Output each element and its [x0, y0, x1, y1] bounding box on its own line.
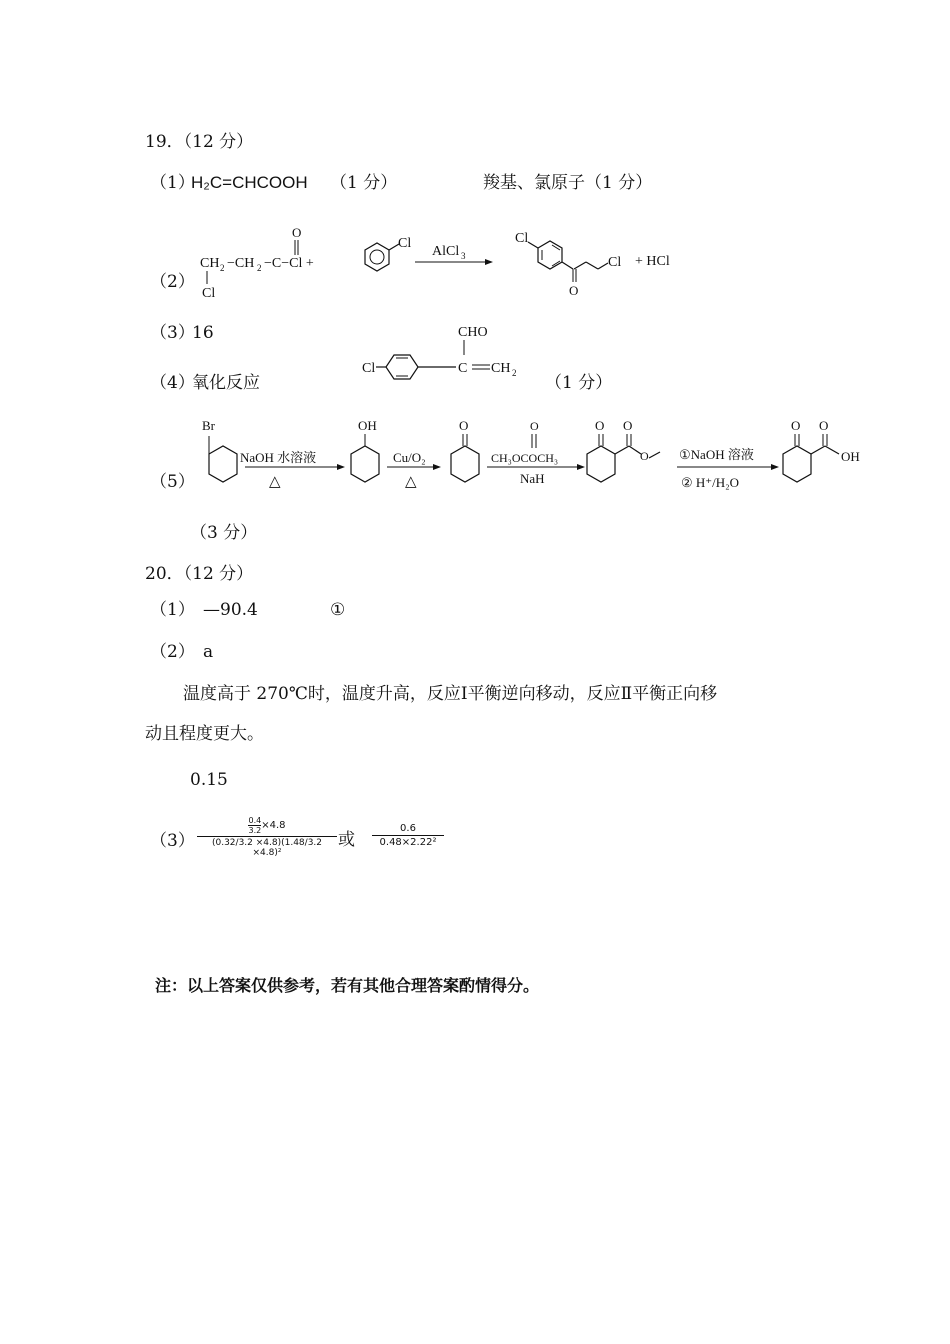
kp-expression-2	[372, 823, 444, 848]
answer-note: 注：以上答案仅供参考，若有其他合理答案酌情得分。	[155, 976, 540, 995]
q19-p4-answer: 氧化反应	[192, 373, 260, 393]
svg-text:2: 2	[257, 263, 262, 273]
q19-p1-label: （1）	[150, 173, 195, 193]
expr1-den: (0.32/3.2 ×4.8)(1.48/3.2 ×4.8)²	[211, 838, 323, 858]
svg-text:Cl: Cl	[362, 361, 376, 376]
svg-text:OH: OH	[358, 418, 377, 433]
svg-text:C: C	[458, 361, 468, 376]
svg-text:−CH: −CH	[227, 256, 255, 271]
svg-text:O: O	[459, 418, 469, 433]
svg-text:CHO: CHO	[458, 325, 488, 340]
q20-p2-answer: a	[203, 642, 214, 662]
svg-text:O: O	[595, 418, 605, 433]
q20-header: 20．（12 分）	[145, 564, 254, 584]
svg-text:AlCl: AlCl	[432, 244, 460, 259]
step2-cond: △	[405, 474, 417, 490]
step1-reagent: NaOH 水溶液	[240, 450, 317, 465]
q19-p5-score: （3 分）	[190, 523, 258, 543]
step2-reagent: Cu/O₂	[393, 450, 426, 465]
q20-p3-label: （3）	[150, 831, 195, 851]
q20-p2-value: 0.15	[190, 770, 228, 790]
svg-text:−C−Cl +: −C−Cl +	[264, 256, 314, 271]
q19-p4-score: （1 分）	[545, 373, 613, 393]
svg-text:CH: CH	[200, 256, 220, 271]
svg-text:O: O	[530, 419, 539, 433]
svg-text:+ HCl: + HCl	[635, 254, 670, 269]
expr1-num-tail: ×4.8	[261, 820, 286, 831]
expr1-num-frac-num: 0.4	[248, 816, 262, 825]
expr1-num-frac-den: 3.2	[248, 826, 262, 835]
svg-text:O: O	[569, 283, 579, 298]
svg-text:Cl: Cl	[608, 255, 622, 270]
expr2-num: 0.6	[372, 823, 444, 836]
q19-p1-formula: H₂C=CHCOOH	[191, 173, 308, 192]
structure-4-diagram	[360, 320, 540, 382]
svg-text:CH: CH	[491, 361, 511, 376]
q19-p4-label: （4）	[150, 373, 195, 393]
svg-text:O: O	[623, 418, 633, 433]
step4-cond: ② H⁺/H₂O	[681, 475, 740, 490]
q19-p3-label: （3）	[150, 323, 195, 343]
svg-text:Cl: Cl	[202, 286, 216, 301]
q19-p2-label: （2）	[150, 272, 195, 292]
step4-reagent: ①NaOH 溶液	[679, 447, 754, 462]
svg-text:2: 2	[220, 263, 225, 273]
step3-cond: NaH	[520, 471, 545, 486]
svg-text:2: 2	[512, 368, 517, 378]
q19-p1-score: （1 分）	[330, 173, 398, 193]
q20-p2-explain-line1: 温度高于 270℃时，温度升高，反应Ⅰ平衡逆向移动，反应Ⅱ平衡正向移	[183, 684, 718, 704]
q19-header: 19．（12 分）	[145, 132, 254, 152]
q20-p1-answer: —90.4	[203, 600, 258, 620]
q20-p2-label: （2）	[150, 642, 195, 662]
q20-p1-label: （1）	[150, 600, 195, 620]
step3-reagent: CH₃OCOCH₃	[491, 451, 559, 465]
svg-text:O: O	[640, 449, 649, 463]
step1-cond: △	[269, 474, 281, 490]
svg-text:O: O	[819, 418, 829, 433]
q19-p5-label: （5）	[150, 472, 195, 492]
svg-text:OH: OH	[841, 449, 860, 464]
kp-expression-1	[197, 816, 337, 858]
svg-text:Br: Br	[202, 418, 215, 433]
expr2-den: 0.48×2.22²	[379, 837, 437, 848]
svg-text:3: 3	[461, 251, 466, 261]
q19-p3-answer: 16	[192, 323, 214, 343]
synthesis-route-5-diagram	[185, 416, 875, 506]
svg-text:Cl: Cl	[515, 231, 529, 246]
q20-p1-choice: ①	[330, 600, 346, 620]
q20-p2-explain-line2: 动且程度更大。	[145, 724, 264, 744]
reaction-2-diagram	[195, 222, 715, 302]
svg-text:O: O	[292, 225, 302, 240]
svg-text:O: O	[791, 418, 801, 433]
q20-p3-or: 或	[338, 830, 355, 850]
svg-text:Cl: Cl	[398, 236, 412, 251]
q19-p1-groups: 羧基、氯原子（1 分）	[483, 173, 653, 193]
